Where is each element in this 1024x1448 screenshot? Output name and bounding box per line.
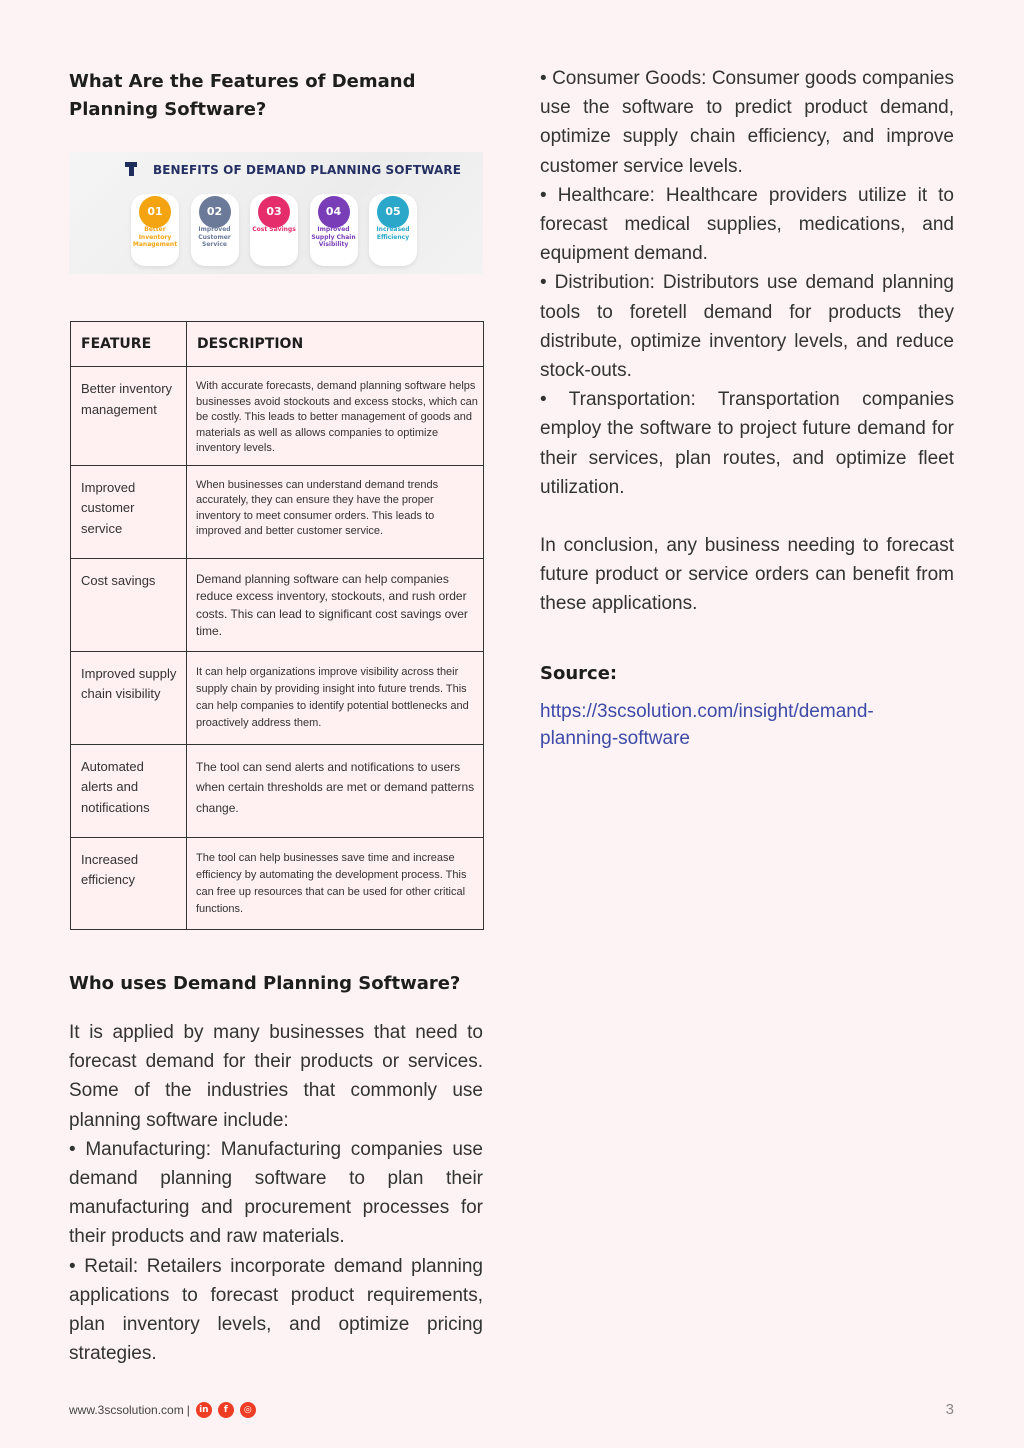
who-uses-heading: Who uses Demand Planning Software? <box>69 973 461 994</box>
industry-bullet: • Retail: Retailers incorporate demand planning applications to forecast product requirements, plan inventory levels, and optimize pricing strategies. <box>69 1255 483 1365</box>
benefit-badges <box>131 194 429 266</box>
benefit-badge <box>250 194 298 266</box>
badge-label: Better Inventory Management <box>132 226 178 248</box>
badge-number: 03 <box>258 196 290 228</box>
badge-label: Improved Customer Service <box>198 226 231 248</box>
feature-column-header: FEATURE <box>71 322 187 367</box>
feature-cell: Improved supply chain visibility <box>71 651 187 744</box>
table-row <box>71 744 484 837</box>
badge-label: Cost Savings <box>252 226 296 233</box>
description-cell: The tool can help businesses save time and increase efficiency by automating the development process. This can free up resources that can be used for other critical functions. <box>187 837 484 929</box>
who-uses-intro: It is applied by many businesses that need to forecast demand for their products or services. Some of the industries that commonly use planning software include: <box>69 1022 483 1131</box>
features-heading: What Are the Features of Demand Planning Software? <box>69 71 416 120</box>
feature-cell: Improved customer service <box>71 465 187 558</box>
feature-cell: Better inventory management <box>71 367 187 466</box>
badge-label: Improved Supply Chain Visibility <box>311 226 356 248</box>
benefit-badge <box>131 194 179 266</box>
footer <box>69 1402 256 1418</box>
description-column-header: DESCRIPTION <box>187 322 484 367</box>
benefit-badge <box>369 194 417 266</box>
feature-cell: Cost savings <box>71 558 187 651</box>
benefit-badge <box>191 194 239 266</box>
description-cell: When businesses can understand demand trends accurately, they can ensure they have the proper inventory to meet consumer orders. This leads to improved and better customer service. <box>187 465 484 558</box>
company-logo-icon <box>123 160 141 180</box>
industry-bullet: • Healthcare: Healthcare providers utilize it to forecast medical supplies, medications, and equipment demand. <box>540 184 954 265</box>
source-label: Source: <box>540 662 618 684</box>
badge-card <box>191 194 239 266</box>
badge-card <box>369 194 417 266</box>
badge-number: 04 <box>318 196 350 228</box>
badge-number: 01 <box>139 196 171 228</box>
feature-cell: Automated alerts and notifications <box>71 744 187 837</box>
description-cell: It can help organizations improve visibility across their supply chain by providing insight into future trends. This can help companies to identify potential bottlenecks and proactively address them. <box>187 651 484 744</box>
table-row <box>71 367 484 466</box>
features-table <box>70 321 484 930</box>
footer-separator: | <box>186 1403 190 1417</box>
industry-bullet: • Manufacturing: Manufacturing companies use demand planning software to plan their manufacturing and procurement processes for their products and raw materials. <box>69 1138 483 1248</box>
banner-title: BENEFITS OF DEMAND PLANNING SOFTWARE <box>153 163 461 177</box>
table-row <box>71 465 484 558</box>
features-section <box>69 68 483 124</box>
description-cell: The tool can send alerts and notifications to users when certain thresholds are met or demand patterns change. <box>187 744 484 837</box>
source-link[interactable]: https://3scsolution.com/insight/demand-planning-software <box>540 700 874 749</box>
right-column <box>540 64 954 752</box>
industry-bullet: • Consumer Goods: Consumer goods companies use the software to predict product demand, optimize supply chain efficiency, and improve customer service levels. <box>540 68 954 177</box>
badge-label: Increased Efficiency <box>376 226 410 241</box>
benefits-banner <box>69 152 483 274</box>
badge-card <box>250 194 298 266</box>
linkedin-icon[interactable]: in <box>196 1402 212 1418</box>
page-number: 3 <box>945 1401 954 1418</box>
badge-card <box>310 194 358 266</box>
facebook-icon[interactable]: f <box>218 1402 234 1418</box>
instagram-icon[interactable]: ◎ <box>240 1402 256 1418</box>
footer-website[interactable]: www.3scsolution.com <box>69 1403 184 1417</box>
badge-number: 02 <box>199 196 231 228</box>
table-row <box>71 837 484 929</box>
description-cell: With accurate forecasts, demand planning software helps businesses avoid stockouts and excess stocks, which can be costly. This leads to better management of goods and materials as well as allows companies to optimize inventory levels. <box>187 367 484 466</box>
industry-bullet: • Distribution: Distributors use demand planning tools to foretell demand for products they distribute, optimize inventory levels, and reduce stock-outs. <box>540 272 954 382</box>
feature-cell: Increased efficiency <box>71 837 187 929</box>
industry-bullet: • Transportation: Transportation companies employ the software to project future demand for their services, plan routes, and optimize fleet utilization. <box>540 389 954 498</box>
badge-card <box>131 194 179 266</box>
table-header-row <box>71 322 484 367</box>
table-row <box>71 651 484 744</box>
benefit-badge <box>310 194 358 266</box>
banner-header <box>123 160 461 180</box>
who-uses-section <box>69 970 483 1368</box>
conclusion-paragraph: In conclusion, any business needing to forecast future product or service orders can benefit from these applications. <box>540 535 954 615</box>
table-row <box>71 558 484 651</box>
badge-number: 05 <box>377 196 409 228</box>
description-cell: Demand planning software can help companies reduce excess inventory, stockouts, and rush order costs. This can lead to significant cost savings over time. <box>187 558 484 651</box>
